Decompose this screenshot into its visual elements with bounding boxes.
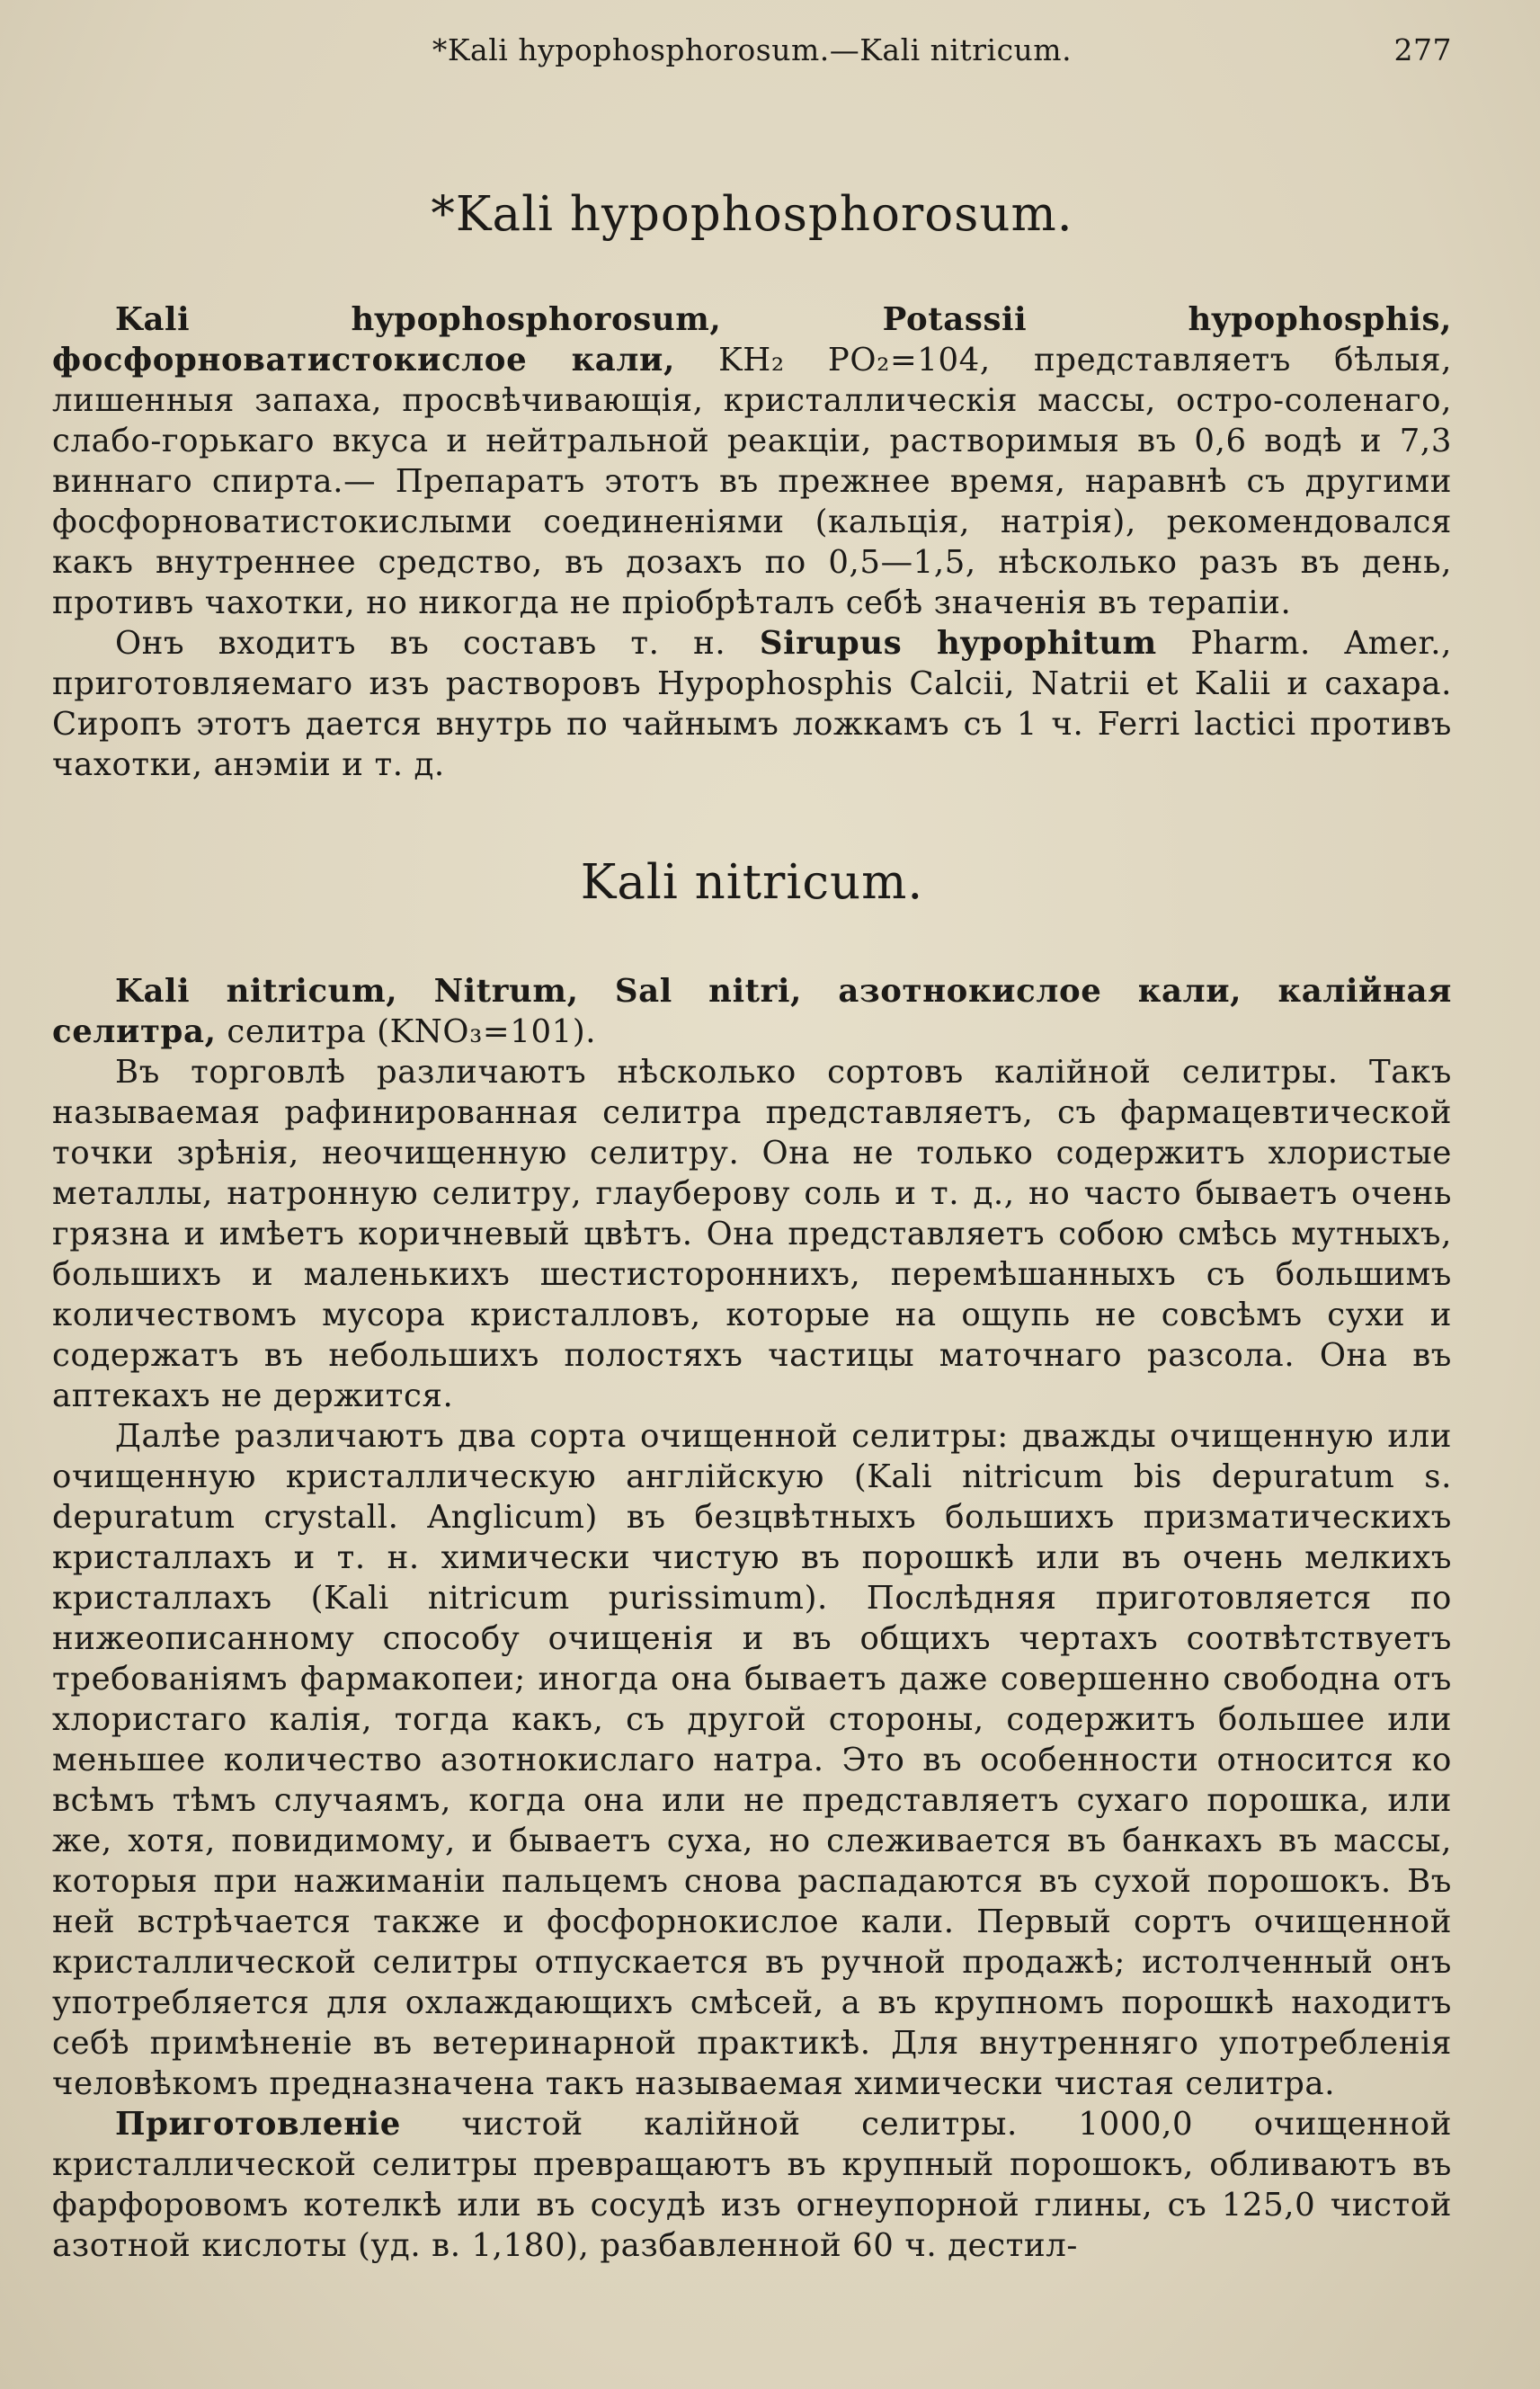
paragraph <box>52 2104 1452 2266</box>
term-lead: Приготовленіе <box>115 2106 401 2143</box>
paragraph-text: Pharm. Amer., приготовляемаго изъ растворовъ Hypophosphis Calcii, Natrii et Kalii и сахара. Сиропъ этотъ дается внутрь по чайнымъ ложкамъ съ 1 ч. Ferri lactici противъ чахотки, анэміи и т. д. <box>52 625 1452 783</box>
paragraph <box>52 623 1452 785</box>
paragraph-text: KH₂ PO₂=104, представляетъ бѣлыя, лишенныя запаха, просвѣчивающія, кристаллическія массы, остро-соленаго, слабо-горькаго вкуса и нейтральной реакціи, растворимыя въ 0,6 водѣ и 7,3 виннаго спирта.— Препаратъ этотъ въ прежнее время, наравнѣ съ другими фосфорноватистокислыми соединеніями (кальція, натрія), рекомендовался какъ внутреннее средство, въ дозахъ по 0,5—1,5, нѣсколько разъ въ день, противъ чахотки, но никогда не пріобрѣталъ себѣ значенія въ терапіи. <box>52 342 1452 621</box>
paragraph-text: Онъ входитъ въ составъ т. н. <box>115 625 760 662</box>
section-heading-kali-nitricum: Kali nitricum. <box>580 855 924 910</box>
section-body-kali-hypophosphorosum <box>52 299 1452 785</box>
paragraph <box>52 299 1452 623</box>
page-number: 277 <box>1393 32 1452 67</box>
running-title: *Kali hypophosphorosum.—Kali nitricum. <box>432 32 1073 67</box>
section-heading-kali-hypophosphorosum: *Kali hypophosphorosum. <box>431 187 1073 242</box>
paragraph <box>52 971 1452 1052</box>
paragraph: Далѣе различаютъ два сорта очищенной селитры: дважды очищенную или очищенную кристаллическую англійскую (Kali nitricum bis depuratum s. depuratum crystall. Anglicum) въ безцвѣтныхъ большихъ призматическихъ кристаллахъ и т. н. химически чистую въ порошкѣ или въ очень мелкихъ кристаллахъ (Kali nitricum purissimum). Послѣдняя приготовляется по нижеописанному способу очищенія и въ общихъ чертахъ соотвѣтствуетъ требованіямъ фармакопеи; иногда она бываетъ даже совершенно свободна отъ хлористаго калія, тогда какъ, съ другой стороны, содержитъ большее или меньшее количество азотнокислаго натра. Это въ особенности относится ко всѣмъ тѣмъ случаямъ, когда она или не представляетъ сухаго порошка, или же, хотя, повидимому, и бываетъ суха, но слеживается въ банкахъ въ массы, которыя при нажиманіи пальцемъ снова распадаются въ сухой порошокъ. Въ ней встрѣчается также и фосфорнокислое кали. Первый сортъ очищенной кристаллической селитры отпускается въ ручной продажѣ; истолченный онъ употребляется для охлаждающихъ смѣсей, а въ крупномъ порошкѣ находитъ себѣ примѣненіе въ ветеринарной практикѣ. Для внутренняго употребленія человѣкомъ предназначена такъ называемая химически чистая селитра. <box>52 1418 1452 2102</box>
term-lead: Kali nitricum, Nitrum, Sal nitri, азотнокислое кали, калійная селитра, <box>52 973 1452 1050</box>
paragraph-text: селитра (KNO₃=101). <box>216 1013 597 1050</box>
paragraph-text: чистой калійной селитры. 1000,0 очищенной кристаллической селитры превращаютъ въ крупный порошокъ, обливаютъ въ фарфоровомъ котелкѣ или въ сосудѣ изъ огнеупорной глины, съ 125,0 чистой азотной кислоты (уд. в. 1,180), разбавленной 60 ч. дестил- <box>52 2106 1452 2264</box>
paragraph: Въ торговлѣ различаютъ нѣсколько сортовъ калійной селитры. Такъ называемая рафинированная селитра представляетъ, съ фармацевтической точки зрѣнія, неочищенную селитру. Она не только содержитъ хлористые металлы, натронную селитру, глауберову соль и т. д., но часто бываетъ очень грязна и имѣетъ коричневый цвѣтъ. Она представляетъ собою смѣсь мутныхъ, большихъ и маленькихъ шестистороннихъ, перемѣшанныхъ съ большимъ количествомъ мусора кристалловъ, которые на ощупь не совсѣмъ сухи и содержатъ въ небольшихъ полостяхъ частицы маточнаго разсола. Она въ аптекахъ не держится. <box>52 1054 1452 1414</box>
term-inline: Sirupus hypophitum <box>759 625 1157 662</box>
running-head <box>52 32 1452 81</box>
term-lead: Kali hypophosphorosum, Potassii hypophosphis, фосфорноватистокислое кали, <box>52 301 1452 379</box>
section-body-kali-nitricum <box>52 971 1452 2266</box>
